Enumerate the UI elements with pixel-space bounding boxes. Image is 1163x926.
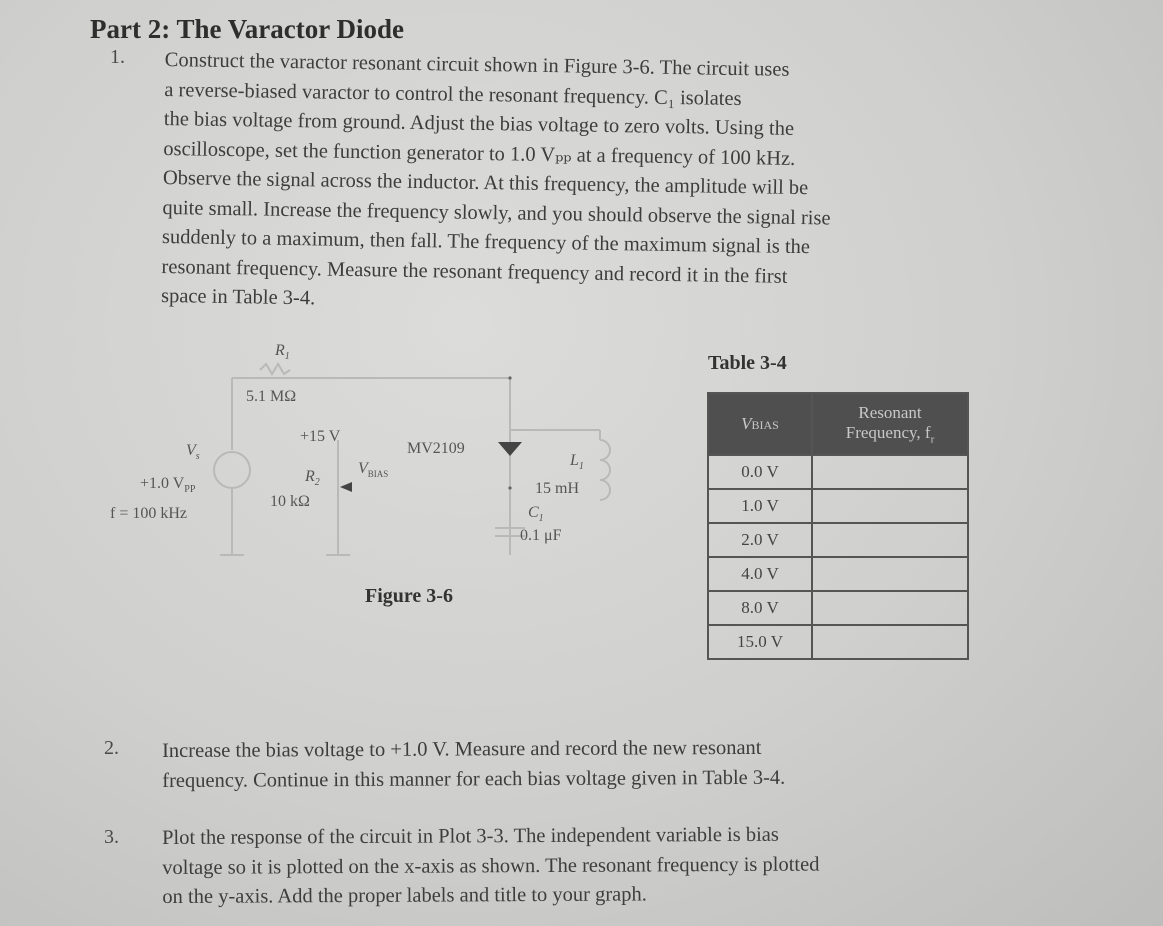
frequency-entry-cell[interactable]: [812, 523, 968, 557]
header-resonant-frequency: Resonant Frequency, $f_r$: [812, 393, 968, 455]
table-title: Table 3-4: [708, 352, 787, 374]
diode-symbol: [498, 442, 522, 456]
step-1-line: the bias voltage from ground. Adjust the bias voltage to zero volts. Using the: [163, 107, 795, 140]
bias-voltage-cell: 0.0 V: [708, 455, 812, 489]
supply-voltage: +15 V: [300, 428, 341, 445]
page-title: Part 2: The Varactor Diode: [90, 14, 404, 44]
table-row: [708, 523, 968, 557]
c1-label: $C_1$: [528, 504, 544, 525]
bias-voltage-cell: 8.0 V: [708, 591, 812, 625]
step-3-line: Plot the response of the circuit in Plot 3-3. The independent variable is bias: [162, 823, 779, 849]
table-row: [708, 625, 968, 659]
step-2-number: 2.: [104, 737, 119, 759]
step-3-line: on the y-axis. Add the proper labels and title to your graph.: [162, 883, 647, 908]
r2-label: $R_2$: [305, 468, 320, 489]
source-amplitude: +1.0 $V_{PP}$: [140, 475, 196, 496]
header-vbias: VBIAS: [708, 393, 812, 455]
wiper-arrow: [340, 482, 352, 492]
step-1-number: 1.: [110, 46, 125, 68]
figure-caption: Figure 3-6: [365, 585, 453, 607]
frequency-entry-cell[interactable]: [812, 625, 968, 659]
source-frequency: f = 100 kHz: [110, 505, 188, 522]
bias-frequency-table: [707, 392, 969, 660]
r1-value: 5.1 MΩ: [246, 388, 297, 405]
step-3-number: 3.: [104, 826, 119, 848]
step-2-line: Increase the bias voltage to +1.0 V. Measure and record the new resonant: [162, 736, 762, 762]
r2-value: 10 kΩ: [270, 493, 310, 510]
frequency-entry-cell[interactable]: [812, 557, 968, 591]
step-1-line: resonant frequency. Measure the resonant frequency and record it in the first: [161, 255, 788, 288]
step-2-text: [162, 734, 785, 796]
bias-voltage-cell: 4.0 V: [708, 557, 812, 591]
source-label: $V_s$: [186, 442, 200, 463]
frequency-entry-cell[interactable]: [812, 591, 968, 625]
table-row: [708, 591, 968, 625]
step-1-line: oscilloscope, set the function generator to 1.0 Vₚₚ at a frequency of 100 kHz.: [163, 137, 796, 170]
step-1-line: a reverse-biased varactor to control the resonant frequency. C₁ isolates: [164, 78, 742, 110]
c1-value: 0.1 μF: [520, 527, 562, 544]
step-2-line: frequency. Continue in this manner for each bias voltage given in Table 3-4.: [162, 766, 786, 792]
table-header-row: [708, 393, 968, 455]
step-1-line: Observe the signal across the inductor. At this frequency, the amplitude will be: [162, 166, 809, 200]
step-1-line: Construct the varactor resonant circuit shown in Figure 3-6. The circuit uses: [164, 48, 790, 81]
bias-voltage-cell: 15.0 V: [708, 625, 812, 659]
step-1-line: suddenly to a maximum, then fall. The frequency of the maximum signal is the: [161, 225, 811, 259]
step-1-line: quite small. Increase the frequency slowly, and you should observe the signal rise: [162, 196, 831, 229]
step-3-line: voltage so it is plotted on the x-axis as shown. The resonant frequency is plotted: [162, 853, 820, 879]
frequency-entry-cell[interactable]: [812, 455, 968, 489]
vbias-label: $V_{BIAS}$: [358, 460, 389, 480]
table-row: [708, 557, 968, 591]
l1-label: $L_1$: [570, 452, 584, 473]
r1-label: $R_1$: [275, 342, 290, 363]
frequency-entry-cell[interactable]: [812, 489, 968, 523]
step-1-line: space in Table 3-4.: [160, 284, 316, 310]
bias-voltage-cell: 1.0 V: [708, 489, 812, 523]
bias-voltage-cell: 2.0 V: [708, 523, 812, 557]
circuit-diagram: [100, 330, 660, 590]
l1-value: 15 mH: [535, 480, 579, 497]
diode-part-number: MV2109: [407, 440, 465, 457]
table-row: [708, 489, 968, 523]
step-1-text: [161, 46, 833, 322]
step-3-text: [162, 821, 820, 913]
table-row: [708, 455, 968, 489]
